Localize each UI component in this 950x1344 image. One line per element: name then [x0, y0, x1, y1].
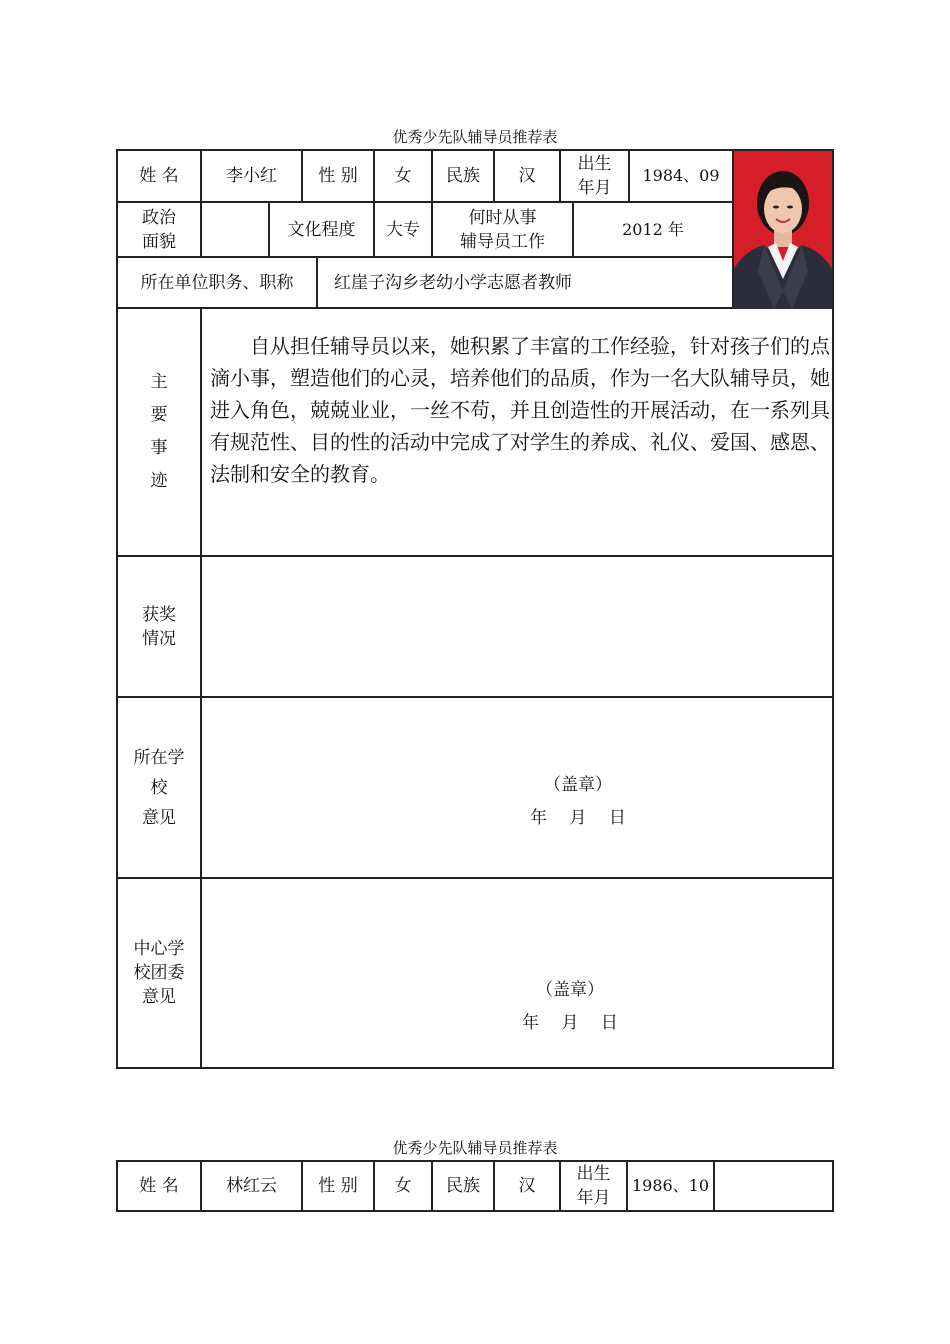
education-label: 文化程度 [287, 219, 356, 240]
center-opinion-label: 中心学 校团委 意见 [133, 939, 185, 1007]
name-label: 姓 名 [139, 166, 179, 186]
awards-content [202, 557, 832, 696]
education-value: 大专 [386, 219, 420, 240]
birth-value-2: 1986、10 [631, 1176, 710, 1195]
unit-value: 红崖子沟乡老幼小学志愿者教师 [334, 272, 572, 293]
center-seal-text: （盖章） [536, 980, 604, 1000]
name-value-2: 林红云 [226, 1176, 277, 1196]
birth-label: 出生 年月 [577, 154, 612, 198]
gender-label: 性 别 [318, 166, 358, 186]
school-date-text: 年 月 日 [530, 808, 626, 828]
politics-value [202, 203, 268, 256]
row-divider [116, 307, 834, 309]
center-date-text: 年 月 日 [522, 1013, 618, 1033]
table-border-right [832, 149, 834, 1069]
table2-border-right [832, 1160, 834, 1212]
gender-value-2: 女 [394, 1176, 412, 1196]
row-divider [116, 877, 834, 879]
ethnicity-value-2: 汉 [518, 1176, 536, 1196]
unit-label: 所在单位职务、职称 [140, 272, 294, 293]
col-divider [316, 256, 318, 309]
ethnicity-label: 民族 [446, 166, 480, 186]
awards-label: 获奖 情况 [142, 604, 176, 649]
since-label: 何时从事 辅导员工作 [460, 207, 545, 252]
form-title-2: 优秀少先队辅导员推荐表 [392, 1139, 558, 1157]
col-divider [713, 1160, 715, 1212]
ethnicity-value: 汉 [518, 166, 536, 186]
gender-label-2: 性 别 [318, 1176, 358, 1196]
table-border-bottom [116, 1067, 834, 1069]
form-title: 优秀少先队辅导员推荐表 [392, 128, 558, 146]
deeds-label: 主 要 事 迹 [150, 372, 168, 491]
table2-border-bottom [116, 1210, 834, 1212]
deeds-text: 自从担任辅导员以来，她积累了丰富的工作经验，针对孩子们的点滴小事，塑造他们的心灵，培养他们的品质，作为一名大队辅导员，她进入角色，兢兢业业，一丝不苟，并且创造性的开展活动，在一系列具有规范性、目的性的活动中完成了对学生的养成、礼仪、爱国、感恩、法制和安全的教育。 [210, 334, 830, 486]
row-divider [116, 696, 834, 698]
school-seal-text: （盖章） [544, 775, 612, 795]
name-value: 李小红 [226, 166, 277, 186]
name-label-2: 姓 名 [139, 1176, 179, 1196]
gender-value: 女 [394, 166, 412, 186]
since-value: 2012 年 [622, 219, 684, 239]
politics-label: 政治 面貌 [142, 207, 176, 252]
school-opinion-label: 所在学 校 意见 [133, 747, 185, 828]
birth-value: 1984、09 [642, 166, 720, 185]
portrait-photo [734, 151, 832, 309]
birth-label-2: 出生 年月 [576, 1164, 611, 1208]
ethnicity-label-2: 民族 [446, 1176, 480, 1196]
